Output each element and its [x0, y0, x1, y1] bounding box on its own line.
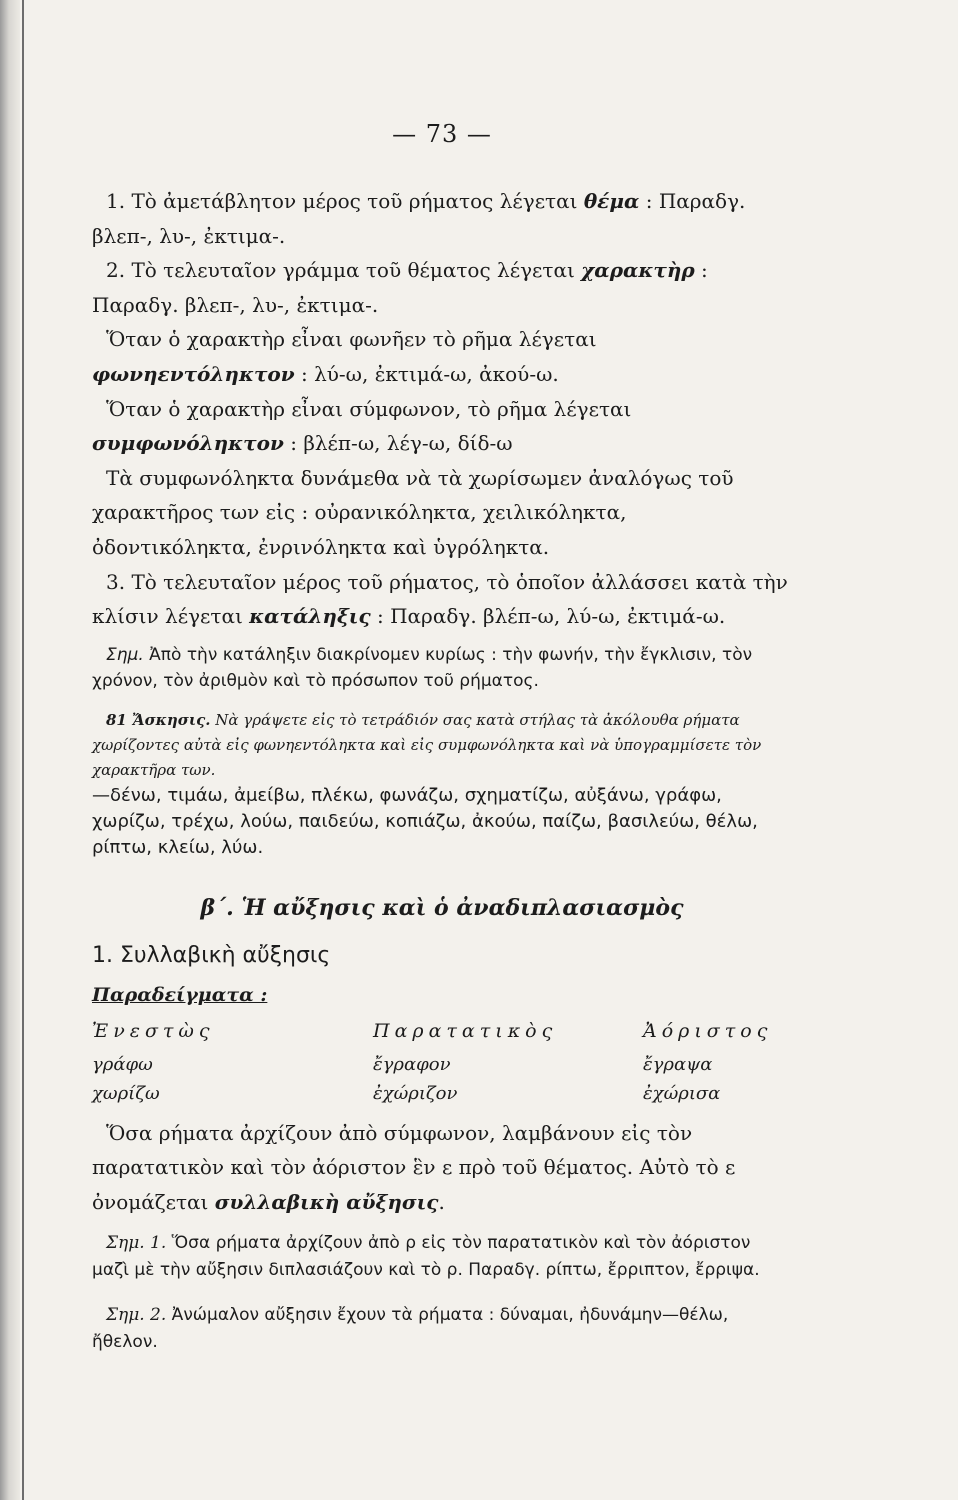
text: Ὅταν ὁ χαρακτὴρ εἶναι σύμφωνον, τὸ ρῆμα λέγεται [106, 396, 632, 421]
term-syllabic-augment: συλλαβικὴ αὔξησις [214, 1189, 439, 1214]
paragraph-ending [92, 565, 792, 634]
book-page [92, 120, 792, 1356]
table-cell: ἐχώρισα [643, 1082, 721, 1104]
paragraph-character [92, 253, 792, 322]
paragraph-vowel-ending [92, 322, 792, 391]
table-cell: χωρίζω [92, 1082, 160, 1104]
page-binding-line [22, 0, 24, 1500]
subsection-heading: 1. Συλλαβικὴ αὔξησις [92, 942, 331, 968]
section-title: β΄. Ἡ αὔξησις καὶ ὁ ἀναδιπλασιασμὸς [200, 894, 684, 921]
text: . [438, 1189, 445, 1214]
note-label: Σημ. [106, 644, 144, 665]
page-binding-edge [0, 0, 20, 1500]
exercise-text: Νὰ γράψετε εἰς τὸ τετράδιόν σας κατὰ στήλας τὰ ἀκόλουθα ρήματα χωρίζοντες αὐτὰ εἰς φωνηεντόληκτα καὶ εἰς συμφωνόληκτα καὶ νὰ ὑπογραμμίσετε τὸν χαρακτῆρα των. [92, 710, 762, 779]
text: Ὅσα ρήματα ἀρχίζουν ἀπὸ σύμφωνον, λαμβάνουν εἰς τὸν παρατατικὸν καὶ τὸν ἀόριστον ἓν ε πρὸ τοῦ θέματος. Αὐτὸ τὸ ε ὀνομάζεται [92, 1120, 736, 1214]
table-cell: ἔγραψα [643, 1053, 713, 1075]
term-theme: θέμα [583, 189, 640, 213]
table-cell: γράφω [92, 1053, 153, 1075]
header-imperfect: Παρατατικὸς [373, 1019, 558, 1042]
term-vowel-ending: φωνηεντόληκτον [92, 361, 295, 386]
text: Ὅταν ὁ χαρακτὴρ εἶναι φωνῆεν τὸ ρῆμα λέγεται [106, 327, 597, 352]
note-rho-doubling [92, 1230, 792, 1284]
exercise-instructions [92, 708, 792, 783]
text: : λύ-ω, ἐκτιμά-ω, ἀκού-ω. [294, 361, 559, 386]
paradigm-table [92, 1020, 792, 1108]
note-text: Ὅσα ρήματα ἀρχίζουν ἀπὸ ρ εἰς τὸν παρατατικὸν καὶ τὸν ἀόριστον μαζὶ μὲ τὴν αὔξησιν διπλασιάζουν καὶ τὸ ρ. Παραδγ. ρίπτω, ἔρριπτον, ἔρριψα. [92, 1232, 760, 1280]
exercise-verb-list: —δένω, τιμάω, ἀμείβω, πλέκω, φωνάζω, σχηματίζω, αὐξάνω, γράφω, χωρίζω, τρέχω, λούω, παιδεύω, κοπιάζω, ἀκούω, παίζω, βασιλεύω, θέλω, ρίπτω, κλείω, λύω. [92, 784, 758, 858]
text: : Παραδγ. βλέπ-ω, λύ-ω, ἐκτιμά-ω. [370, 604, 726, 629]
note-irregular-augment [92, 1302, 792, 1356]
paragraph-consonant-ending [92, 392, 792, 461]
paragraph-theme [92, 184, 792, 253]
text: : βλέπ-ω, λέγ-ω, δίδ-ω [283, 431, 513, 456]
paragraph-consonant-types: Τὰ συμφωνόληκτα δυνάμεθα νὰ τὰ χωρίσωμεν ἀναλόγως τοῦ χαρακτῆρος των εἰς : οὐρανικόληκτα, χειλικόληκτα, ὀδοντικόληκτα, ἐνρινόληκτα καὶ ὑγρόληκτα. [92, 465, 734, 559]
text: : Παραδγ. βλεπ-, λυ-, ἐκτιμα-. [92, 189, 746, 248]
note-text: Ἀπὸ τὴν κατάληξιν διακρίνομεν κυρίως : τὴν φωνήν, τὴν ἔγκλισιν, τὸν χρόνον, τὸν ἀριθμὸν καὶ τὸ πρόσωπον τοῦ ρήματος. [92, 644, 753, 691]
examples-label: Παραδείγματα : [92, 983, 268, 1006]
page-number: — 73 — [392, 120, 492, 148]
note-ending [92, 642, 792, 694]
exercise-label: 81 Ἄσκησις. [106, 710, 211, 729]
note-label: Σημ. 1. [106, 1232, 167, 1253]
text: 2. Τὸ τελευταῖον γράμμα τοῦ θέματος λέγεται [106, 258, 582, 283]
table-cell: ἐχώριζον [373, 1082, 458, 1104]
header-aorist: Ἀόριστος [643, 1019, 773, 1042]
note-text: Ἀνώμαλον αὔξησιν ἔχουν τὰ ρήματα : δύναμαι, ἠδυνάμην—θέλω, ἤθελον. [92, 1304, 729, 1352]
text: : Παραδγ. βλεπ-, λυ-, ἐκτιμα-. [92, 258, 708, 317]
table-cell: ἔγραφον [373, 1053, 451, 1075]
term-ending: κατάληξις [249, 604, 371, 629]
header-present: Ἐνεστὼς [92, 1019, 215, 1042]
text: 1. Τὸ ἀμετάβλητον μέρος τοῦ ρήματος λέγεται [106, 189, 584, 213]
paragraph-syllabic-augment [92, 1116, 792, 1220]
note-label: Σημ. 2. [106, 1304, 167, 1325]
text: 3. Τὸ τελευταῖον μέρος τοῦ ρήματος, τὸ ὁποῖον ἀλλάσσει κατὰ τὴν κλίσιν λέγεται [92, 569, 788, 629]
table-row [92, 1079, 792, 1108]
table-row [92, 1050, 792, 1079]
term-consonant-ending: συμφωνόληκτον [92, 431, 284, 456]
term-character: χαρακτὴρ [581, 258, 695, 283]
table-header-row [92, 1020, 792, 1050]
